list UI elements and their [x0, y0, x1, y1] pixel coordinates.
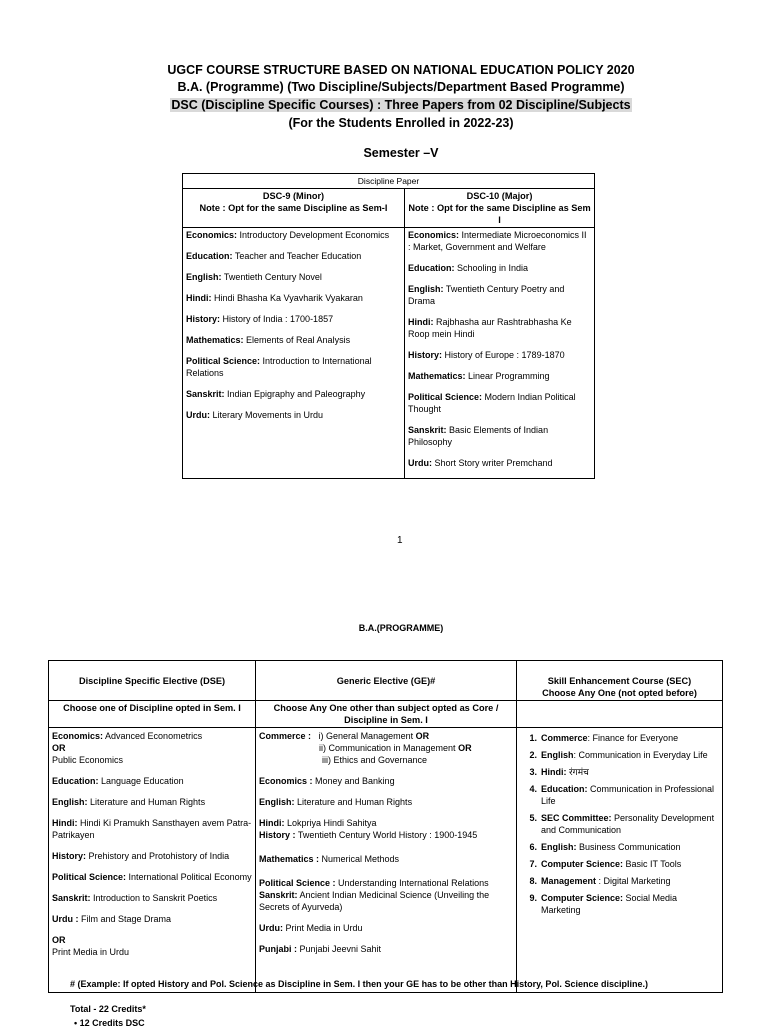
- dsc9-header: [183, 189, 405, 228]
- list-item: Sanskrit: Introduction to Sanskrit Poetics: [52, 893, 218, 903]
- dsc9-note: Note : Opt for the same Discipline as Sem-I: [199, 203, 388, 213]
- list-item: Education: Schooling in India: [408, 263, 529, 273]
- dsc9-title: DSC-9 (Minor): [262, 191, 325, 201]
- list-item: Education: Teacher and Teacher Education: [186, 251, 362, 261]
- footnote: # (Example: If opted History and Pol. Science as Discipline in Sem. I then your GE has to be other than History, Pol. Science discipline.): [70, 979, 648, 989]
- list-item: Political Science : Understanding International Relations: [259, 878, 489, 888]
- ge-courses: [256, 728, 517, 993]
- list-item: Economics : Money and Banking: [259, 776, 395, 786]
- or-label: OR: [52, 743, 66, 753]
- list-item: Urdu : Film and Stage Drama: [52, 914, 172, 924]
- list-item: 9. Computer Science: Social Media Marketing: [529, 893, 678, 915]
- list-item: Sanskrit: Ancient Indian Medicinal Science (Unveiling the Secrets of Ayurveda): [259, 890, 490, 912]
- doc-title-line1: UGCF COURSE STRUCTURE BASED ON NATIONAL EDUCATION POLICY 2020: [167, 63, 635, 77]
- dsc9-courses: [183, 228, 405, 479]
- list-item: History: History of Europe : 1789-1870: [408, 350, 565, 360]
- doc-title-line3: [0, 97, 768, 114]
- dse-courses: [49, 728, 256, 993]
- sec-note-spacer: [517, 701, 723, 728]
- list-item: Public Economics: [52, 755, 124, 765]
- sec-title: Skill Enhancement Course (SEC): [547, 676, 692, 686]
- list-item: English: Twentieth Century Novel: [186, 272, 322, 282]
- list-item: Education: Language Education: [52, 776, 184, 786]
- list-item: Urdu: Print Media in Urdu: [259, 923, 363, 933]
- dse-note-cell: [49, 701, 256, 728]
- list-item: Hindi: Hindi Bhasha Ka Vyavharik Vyakaran: [186, 293, 363, 303]
- list-item: 7. Computer Science: Basic IT Tools: [529, 859, 682, 869]
- ge-note: Choose Any One other than subject opted as Core / Discipline in Sem. I: [273, 703, 499, 725]
- list-item: History: Prehistory and Protohistory of India: [52, 851, 230, 861]
- list-item: Sanskrit: Indian Epigraphy and Paleography: [186, 389, 366, 399]
- total-credits: Total - 22 Credits*: [70, 1004, 146, 1014]
- dsc10-courses: [405, 228, 595, 479]
- list-item: History : Twentieth Century World History : 1900-1945: [259, 830, 478, 840]
- list-item: Mathematics: Elements of Real Analysis: [186, 335, 351, 345]
- section-title: B.A.(PROGRAMME): [358, 623, 444, 633]
- list-item: 5. SEC Committee: Personality Development and Communication: [529, 813, 715, 835]
- dse-title: Discipline Specific Elective (DSE): [78, 676, 226, 686]
- list-item: English: Literature and Human Rights: [259, 797, 413, 807]
- electives-table: [48, 660, 723, 993]
- dse-header: [49, 661, 256, 701]
- semester-heading: Semester –V: [363, 146, 439, 160]
- dsc10-note: Note : Opt for the same Discipline as Sem I: [408, 203, 591, 225]
- list-item: 3. Hindi: रंगमंच: [529, 767, 589, 777]
- sec-courses: [517, 728, 723, 993]
- list-item: Political Science: International Political Economy: [52, 872, 252, 882]
- list-item: 8. Management : Digital Marketing: [529, 876, 671, 886]
- page-number: 1: [397, 535, 403, 546]
- list-item: Political Science: Modern Indian Political Thought: [408, 392, 576, 414]
- list-item: Print Media in Urdu: [52, 947, 130, 957]
- list-item: 4. Education: Communication in Professional Life: [529, 784, 715, 806]
- dsc10-title: DSC-10 (Major): [466, 191, 533, 201]
- sec-list: [520, 732, 719, 916]
- list-item: English: Literature and Human Rights: [52, 797, 206, 807]
- list-item: Punjabi : Punjabi Jeevni Sahit: [259, 944, 382, 954]
- list-item: Political Science: Introduction to International Relations: [186, 356, 372, 378]
- ge-header: [256, 661, 517, 701]
- list-item: 1. Commerce: Finance for Everyone: [529, 733, 679, 743]
- sec-note: Choose Any One (not opted before): [542, 688, 697, 698]
- dse-note: Choose one of Discipline opted in Sem. I: [63, 703, 241, 713]
- or-label: OR: [52, 935, 66, 945]
- list-item: Commerce : i) General Management OR: [259, 731, 430, 741]
- list-item: Sanskrit: Basic Elements of Indian Philosophy: [408, 425, 549, 447]
- list-item: 2. English: Communication in Everyday Life: [529, 750, 708, 760]
- list-item: Mathematics : Numerical Methods: [259, 854, 400, 864]
- list-item: iii) Ethics and Governance: [322, 755, 428, 765]
- table-caption: Discipline Paper: [183, 174, 595, 189]
- doc-title-line2: B.A. (Programme) (Two Discipline/Subjects/Department Based Programme): [177, 80, 625, 94]
- highlighted-dsc-line: DSC (Discipline Specific Courses) : Three Papers from 02 Discipline/Subjects: [171, 98, 631, 112]
- dsc10-header: [405, 189, 595, 228]
- list-item: Hindi: Hindi Ki Pramukh Sansthayen avem Patra-Patrikayen: [52, 818, 252, 840]
- list-item: Urdu: Short Story writer Premchand: [408, 458, 553, 468]
- list-item: English: Twentieth Century Poetry and Drama: [408, 284, 565, 306]
- list-item: ii) Communication in Management OR: [319, 743, 472, 753]
- ge-title: Generic Elective (GE)#: [336, 676, 436, 686]
- list-item: Hindi: Lokpriya Hindi Sahitya: [259, 818, 377, 828]
- list-item: Economics: Advanced Econometrics: [52, 731, 203, 741]
- list-item: Mathematics: Linear Programming: [408, 371, 550, 381]
- list-item: Hindi: Rajbhasha aur Rashtrabhasha Ke Roop mein Hindi: [408, 317, 572, 339]
- list-item: 6. English: Business Communication: [529, 842, 681, 852]
- list-item: History: History of India : 1700-1857: [186, 314, 334, 324]
- ge-note-cell: [256, 701, 517, 728]
- discipline-paper-table: [182, 173, 595, 479]
- list-item: Economics: Introductory Development Economics: [186, 230, 390, 240]
- sec-header: [517, 661, 723, 701]
- list-item: Urdu: Literary Movements in Urdu: [186, 410, 324, 420]
- doc-title-line4: (For the Students Enrolled in 2022-23): [288, 116, 514, 130]
- list-item: Economics: Intermediate Microeconomics II : Market, Government and Welfare: [408, 230, 587, 252]
- credits-bullet: • 12 Credits DSC: [74, 1018, 145, 1028]
